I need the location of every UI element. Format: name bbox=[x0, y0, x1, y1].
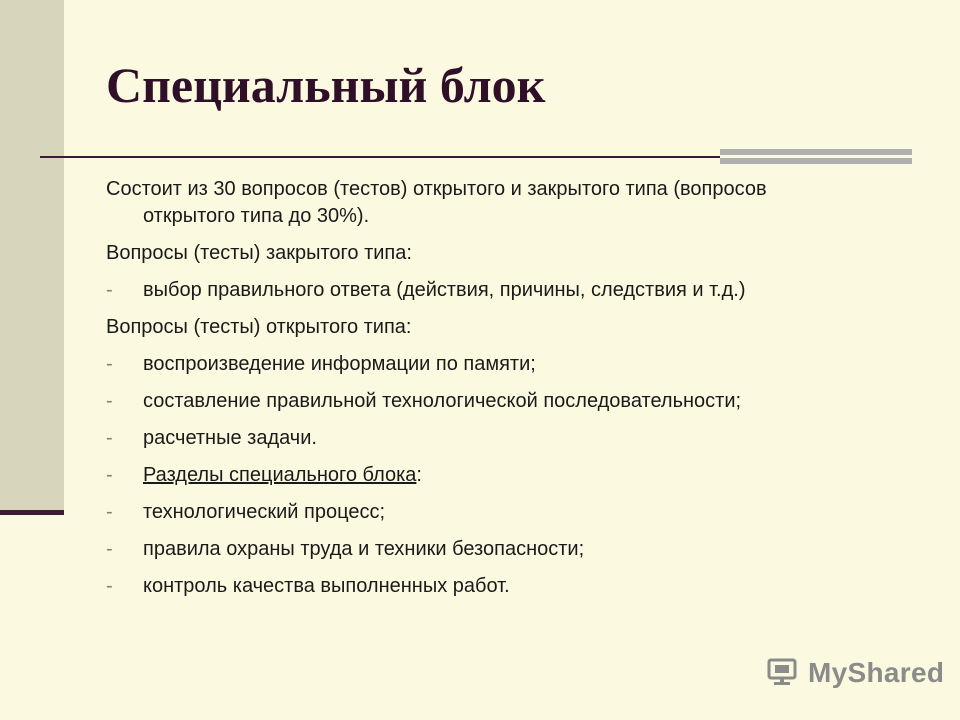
list-item-text: воспроизведение информации по памяти; bbox=[143, 353, 536, 375]
sections-heading-underlined: Разделы специального блока bbox=[143, 464, 417, 486]
bullet-dash: - bbox=[106, 353, 113, 375]
watermark bbox=[766, 655, 944, 691]
paragraph-composition bbox=[106, 176, 926, 203]
closed-type-heading-text: Вопросы (тесты) закрытого типа: bbox=[106, 242, 412, 264]
list-item bbox=[106, 351, 926, 378]
bullet-dash: - bbox=[106, 575, 113, 597]
bullet-dash: - bbox=[106, 427, 113, 449]
myshared-logo-icon bbox=[766, 654, 800, 693]
list-item bbox=[106, 499, 926, 526]
slide-body bbox=[106, 176, 926, 610]
bullet-dash: - bbox=[106, 390, 113, 412]
paragraph-closed-type-heading bbox=[106, 240, 926, 267]
paragraph-open-type-heading bbox=[106, 314, 926, 341]
open-type-heading-text: Вопросы (тесты) открытого типа: bbox=[106, 316, 412, 338]
paragraph-composition-line2: открытого типа до 30%). bbox=[143, 205, 370, 227]
title-divider-accent bbox=[720, 149, 912, 164]
sections-heading bbox=[106, 462, 926, 489]
slide-title: Специальный блок bbox=[106, 57, 546, 113]
bullet-dash: - bbox=[106, 279, 113, 301]
list-item-text: контроль качества выполненных работ. bbox=[143, 575, 510, 597]
bullet-dash: - bbox=[106, 538, 113, 560]
paragraph-composition-cont bbox=[106, 203, 926, 230]
paragraph-composition-line1: Состоит из 30 вопросов (тестов) открытого и закрытого типа (вопросов bbox=[106, 178, 767, 200]
list-item-text: технологический процесс; bbox=[143, 501, 386, 523]
bullet-dash: - bbox=[106, 464, 113, 486]
list-item-text: правила охраны труда и техники безопасности; bbox=[143, 538, 585, 560]
left-decorative-bar bbox=[0, 0, 64, 512]
list-item-text: составление правильной технологической последовательности; bbox=[143, 390, 742, 412]
sections-heading-colon: : bbox=[416, 464, 422, 486]
list-item bbox=[106, 536, 926, 563]
list-item bbox=[106, 425, 926, 452]
list-item-text: выбор правильного ответа (действия, причины, следствия и т.д.) bbox=[143, 279, 746, 301]
list-item-text: расчетные задачи. bbox=[143, 427, 317, 449]
list-item bbox=[106, 277, 926, 304]
list-item bbox=[106, 573, 926, 600]
list-item bbox=[106, 388, 926, 415]
bullet-dash: - bbox=[106, 501, 113, 523]
list-item-sections bbox=[106, 462, 926, 489]
left-bar-underline bbox=[0, 510, 64, 515]
watermark-text: MyShared bbox=[808, 657, 945, 688]
